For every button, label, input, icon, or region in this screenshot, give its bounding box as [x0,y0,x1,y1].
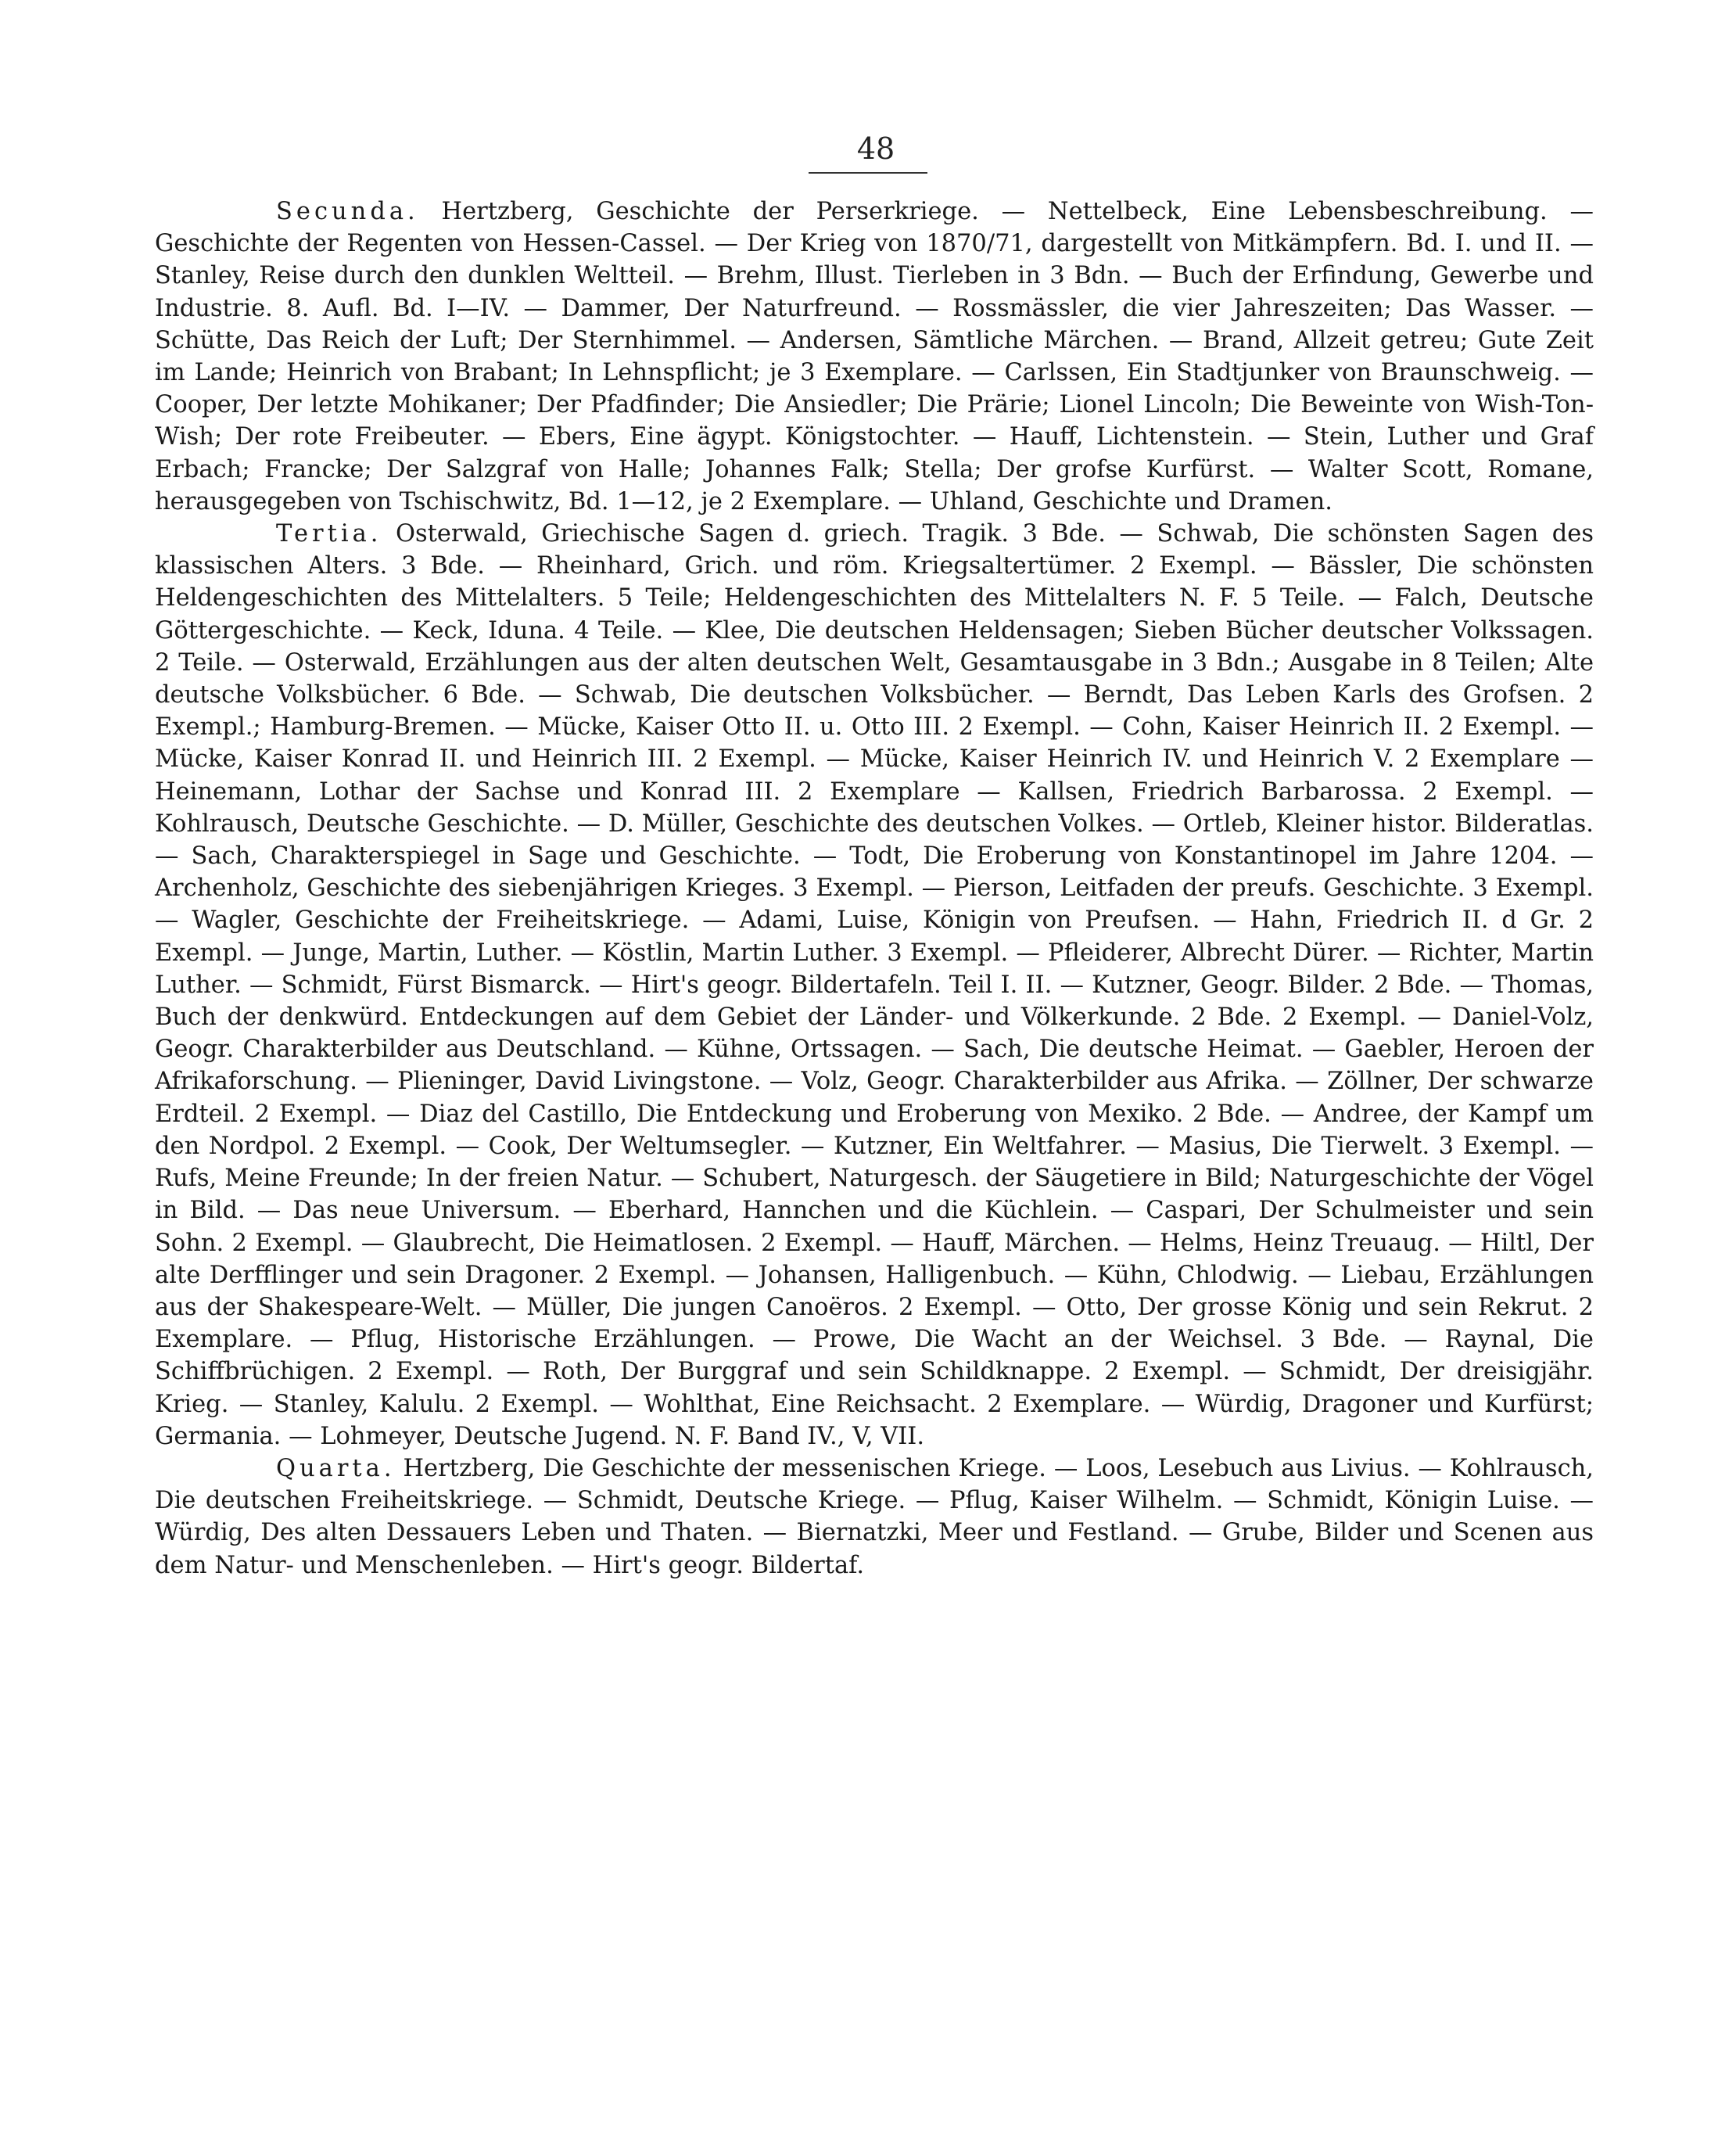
paragraph-label-quarta: Quarta. [276,1454,396,1482]
paragraph-text-quarta: Hertzberg, Die Geschichte der messenischen Kriege. — Loos, Lesebuch aus Livius. — Kohlrausch, Die deutschen Freiheitskriege. — Schmidt, Deutsche Kriege. — Pflug, Kaiser Wilhelm. — Schmidt, Königin Luise. — Würdig, Des alten Dessauers Leben und Thaten. — Biernatzki, Meer und Festland. — Grube, Bilder und Scenen aus dem Natur- und Menschenleben. — Hirt's geogr. Bildertaf. [155,1454,1594,1579]
paragraph-tertia [155,518,1594,1453]
paragraph-text-tertia: Osterwald, Griechische Sagen d. griech. Tragik. 3 Bde. — Schwab, Die schönsten Sagen des klassischen Alters. 3 Bde. — Rheinhard, Grich. und röm. Kriegsaltertümer. 2 Exempl. — Bässler, Die schönsten Heldengeschichten des Mittelalters. 5 Teile; Heldengeschichten des Mittelalters N. F. 5 Teile. — Falch, Deutsche Göttergeschichte. — Keck, Iduna. 4 Teile. — Klee, Die deutschen Heldensagen; Sieben Bücher deutscher Volkssagen. 2 Teile. — Osterwald, Erzählungen aus der alten deutschen Welt, Gesamtausgabe in 3 Bdn.; Ausgabe in 8 Teilen; Alte deutsche Volksbücher. 6 Bde. — Schwab, Die deutschen Volksbücher. — Berndt, Das Leben Karls des Grofsen. 2 Exempl.; Hamburg-Bremen. — Mücke, Kaiser Otto II. u. Otto III. 2 Exempl. — Cohn, Kaiser Heinrich II. 2 Exempl. — Mücke, Kaiser Konrad II. und Heinrich III. 2 Exempl. — Mücke, Kaiser Heinrich IV. und Heinrich V. 2 Exemplare — Heinemann, Lothar der Sachse und Konrad III. 2 Exemplare — Kallsen, Friedrich Barbarossa. 2 Exempl. — Kohlrausch, Deutsche Geschichte. — D. Müller, Geschichte des deutschen Volkes. — Ortleb, Kleiner histor. Bilderatlas. — Sach, Charakterspiegel in Sage und Geschichte. — Todt, Die Eroberung von Konstantinopel im Jahre 1204. — Archenholz, Geschichte des siebenjährigen Krieges. 3 Exempl. — Pierson, Leitfaden der preufs. Geschichte. 3 Exempl. — Wagler, Geschichte der Freiheitskriege. — Adami, Luise, Königin von Preufsen. — Hahn, Friedrich II. d Gr. 2 Exempl. — Junge, Martin, Luther. — Köstlin, Martin Luther. 3 Exempl. — Pfleiderer, Albrecht Dürer. — Richter, Martin Luther. — Schmidt, Fürst Bismarck. — Hirt's geogr. Bildertafeln. Teil I. II. — Kutzner, Geogr. Bilder. 2 Bde. — Thomas, Buch der denkwürd. Entdeckungen auf dem Gebiet der Länder- und Völkerkunde. 2 Bde. 2 Exempl. — Daniel-Volz, Geogr. Charakterbilder aus Deutschland. — Kühne, Ortssagen. — Sach, Die deutsche Heimat. — Gaebler, Heroen der Afrikaforschung. — Plieninger, David Livingstone. — Volz, Geogr. Charakterbilder aus Afrika. — Zöllner, Der schwarze Erdteil. 2 Exempl. — Diaz del Castillo, Die Entdeckung und Eroberung von Mexiko. 2 Bde. — Andree, der Kampf um den Nordpol. 2 Exempl. — Cook, Der Weltumsegler. — Kutzner, Ein Weltfahrer. — Masius, Die Tierwelt. 3 Exempl. — Rufs, Meine Freunde; In der freien Natur. — Schubert, Naturgesch. der Säugetiere in Bild; Naturgeschichte der Vögel in Bild. — Das neue Universum. — Eberhard, Hannchen und die Küchlein. — Caspari, Der Schulmeister und sein Sohn. 2 Exempl. — Glaubrecht, Die Heimatlosen. 2 Exempl. — Hauff, Märchen. — Helms, Heinz Treuaug. — Hiltl, Der alte Derfflinger und sein Dragoner. 2 Exempl. — Johansen, Halligenbuch. — Kühn, Chlodwig. — Liebau, Erzählungen aus der Shakespeare-Welt. — Müller, Die jungen Canoëros. 2 Exempl. — Otto, Der grosse König und sein Rekrut. 2 Exemplare. — Pflug, Historische Erzählungen. — Prowe, Die Wacht an der Weichsel. 3 Bde. — Raynal, Die Schiffbrüchigen. 2 Exempl. — Roth, Der Burggraf und sein Schildknappe. 2 Exempl. — Schmidt, Der dreisigjähr. Krieg. — Stanley, Kalulu. 2 Exempl. — Wohlthat, Eine Reichsacht. 2 Exemplare. — Würdig, Dragoner und Kurfürst; Germania. — Lohmeyer, Deutsche Jugend. N. F. Band IV., V, VII. [155,520,1594,1450]
page-number-rule [809,172,927,174]
paragraph-secunda [155,196,1594,518]
paragraph-label-secunda: Secunda. [276,198,419,225]
paragraph-label-tertia: Tertia. [276,520,382,548]
paragraph-text-secunda: Hertzberg, Geschichte der Perserkriege. — Nettelbeck, Eine Lebensbeschreibung. — Geschichte der Regenten von Hessen-Cassel. — Der Krieg von 1870/71, dargestellt von Mitkämpfern. Bd. I. und II. — Stanley, Reise durch den dunklen Weltteil. — Brehm, Illust. Tierleben in 3 Bdn. — Buch der Erfindung, Gewerbe und Industrie. 8. Aufl. Bd. I—IV. — Dammer, Der Naturfreund. — Rossmässler, die vier Jahreszeiten; Das Wasser. — Schütte, Das Reich der Luft; Der Sternhimmel. — Andersen, Sämtliche Märchen. — Brand, Allzeit getreu; Gute Zeit im Lande; Heinrich von Brabant; In Lehnspflicht; je 3 Exemplare. — Carlssen, Ein Stadtjunker von Braunschweig. — Cooper, Der letzte Mohikaner; Der Pfadfinder; Die Ansiedler; Die Prärie; Lionel Lincoln; Die Beweinte von Wish-Ton-Wish; Der rote Freibeuter. — Ebers, Eine ägypt. Königstochter. — Hauff, Lichtenstein. — Stein, Luther und Graf Erbach; Francke; Der Salzgraf von Halle; Johannes Falk; Stella; Der grofse Kurfürst. — Walter Scott, Romane, herausgegeben von Tschischwitz, Bd. 1—12, je 2 Exemplare. — Uhland, Geschichte und Dramen. [155,198,1594,515]
paragraph-quarta [155,1453,1594,1582]
document-body [155,196,1594,1582]
page-number: 48 [856,131,895,166]
